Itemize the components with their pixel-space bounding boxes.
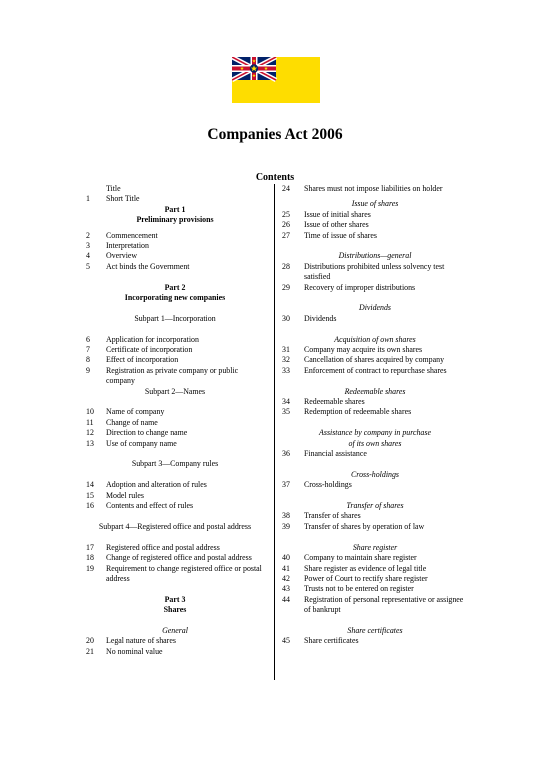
toc-entry[interactable]: 43 Trusts not to be entered on register [282,584,414,594]
toc-entry[interactable]: 41 Share register as evidence of legal title [282,563,427,573]
document-title: Companies Act 2006 [207,126,343,143]
contents-right-column [282,184,468,647]
toc-entry[interactable]: 6 Application for incorporation [86,334,199,344]
toc-entry[interactable]: 44 Registration of personal representative or assignee of bankrupt [282,594,464,615]
column-divider [274,184,275,680]
toc-entry[interactable]: 18 Change of registered office and postal address [86,553,252,563]
toc-entry[interactable]: 15 Model rules [86,490,144,500]
toc-entry[interactable]: 35 Redemption of redeemable shares [282,407,412,417]
toc-entry[interactable]: 7 Certificate of incorporation [86,345,193,355]
section-group-heading: of its own shares [348,438,402,448]
subpart-heading: Subpart 1—Incorporation [134,313,216,323]
toc-entry[interactable]: 39 Transfer of shares by operation of law [282,521,425,531]
toc-entry[interactable]: 28 Distributions prohibited unless solvency test satisfied [282,261,445,282]
contents-left-column [86,184,264,657]
subpart-heading: Subpart 3—Company rules [131,459,219,469]
toc-entry[interactable]: 1 Short Title [86,194,140,204]
part-title: Incorporating new companies [124,293,226,303]
toc-entry[interactable]: 10 Name of company [86,407,165,417]
toc-entry[interactable]: 45 Share certificates [282,636,359,646]
toc-entry[interactable]: 20 Legal nature of shares [86,636,176,646]
toc-entry[interactable]: 3 Interpretation [86,241,149,251]
part-heading: Part 2 [164,282,186,292]
toc-entry[interactable]: 26 Issue of other shares [282,220,369,230]
toc-entry[interactable]: 30 Dividends [282,313,337,323]
toc-entry[interactable]: 36 Financial assistance [282,449,367,459]
niue-flag-image [232,57,320,103]
union-jack-canton [232,57,276,80]
section-group-heading: Assistance by company in purchase [319,428,431,438]
toc-entry[interactable]: Title [106,184,121,193]
part-title: Shares [163,605,187,615]
toc-entry[interactable]: 4 Overview [86,251,138,261]
section-group-heading: Dividends [359,303,391,313]
section-group-heading: Transfer of shares [346,501,404,511]
part-heading: Part 3 [164,594,186,604]
toc-entry[interactable]: 29 Recovery of improper distributions [282,282,416,292]
toc-entry[interactable]: 37 Cross-holdings [282,480,352,490]
toc-entry[interactable]: 9 Registration as private company or public company [86,365,239,386]
section-group-heading: Redeemable shares [344,386,406,396]
section-group-heading: Share register [352,542,398,552]
section-group-heading: Distributions—general [338,251,412,261]
toc-entry[interactable]: 16 Contents and effect of rules [86,501,194,511]
part-title: Preliminary provisions [136,215,214,225]
toc-entry[interactable]: 42 Power of Court to rectify share register [282,573,428,583]
section-group-heading: Acquisition of own shares [334,334,416,344]
section-group-heading: Cross-holdings [351,469,399,479]
part-heading: Part 1 [164,204,186,214]
contents-heading: Contents [255,172,295,183]
toc-entry[interactable]: 21 No nominal value [86,646,163,656]
toc-entry[interactable]: 34 Redeemable shares [282,397,365,407]
toc-entry[interactable]: 14 Adoption and alteration of rules [86,480,207,490]
toc-entry[interactable]: 19 Requirement to change registered office or postal address [86,563,262,583]
subpart-heading: Subpart 4—Registered office and postal address [98,521,252,531]
toc-entry[interactable]: 32 Cancellation of shares acquired by company [282,355,445,365]
toc-entry[interactable]: 33 Enforcement of contract to repurchase shares [282,365,447,375]
section-group-heading: Issue of shares [351,199,399,209]
toc-entry[interactable]: 17 Registered office and postal address [86,542,220,552]
toc-entry[interactable]: 8 Effect of incorporation [86,355,179,365]
toc-entry[interactable]: 31 Company may acquire its own shares [282,345,423,355]
toc-entry[interactable]: 38 Transfer of shares [282,511,361,521]
toc-entry[interactable]: 25 Issue of initial shares [282,209,371,219]
section-group-heading: Share certificates [347,625,403,635]
toc-entry[interactable]: 40 Company to maintain share register [282,553,417,563]
toc-entry[interactable]: 13 Use of company name [86,438,177,448]
toc-entry[interactable]: 5 Act binds the Government [86,261,190,271]
toc-entry[interactable]: 27 Time of issue of shares [282,230,377,240]
toc-entry[interactable]: 11 Change of name [86,417,158,427]
section-group-heading: General [162,625,188,635]
toc-entry[interactable]: 12 Direction to change name [86,428,188,438]
subpart-heading: Subpart 2—Names [144,386,206,396]
toc-entry[interactable]: 24 Shares must not impose liabilities on holder [282,184,443,193]
toc-entry[interactable]: 2 Commencement [86,230,158,240]
